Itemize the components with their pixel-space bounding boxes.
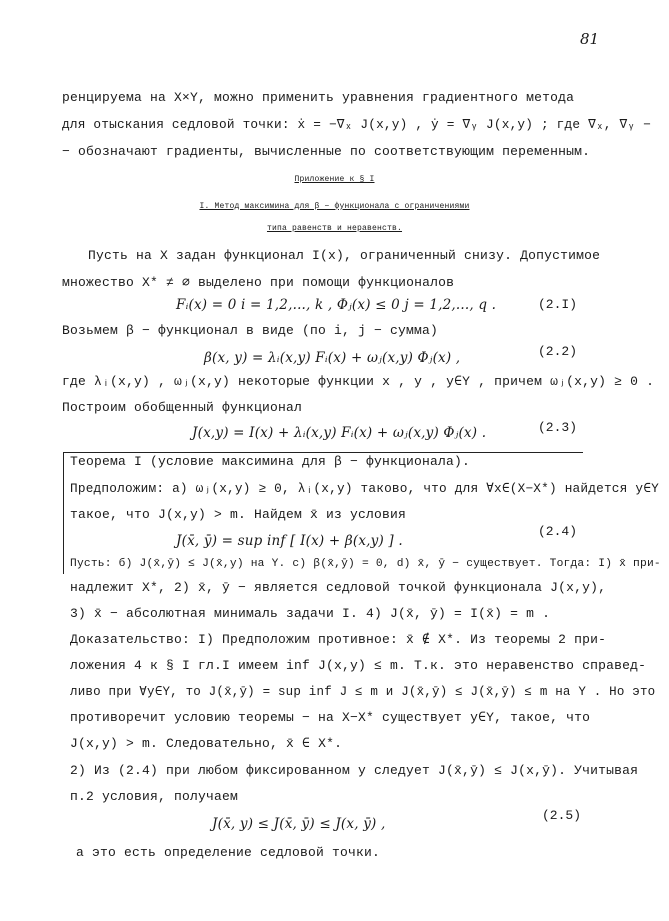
text-line: Возьмем β − функционал в виде (по i, j − сумма): [62, 323, 439, 338]
text-line: а это есть определение седловой точки.: [76, 845, 381, 860]
text-line: для отыскания седловой точки: ẋ = −∇ₓ J(x,y) , ẏ = ∇ᵧ J(x,y) ; где ∇ₓ, ∇ᵧ −: [62, 117, 651, 132]
text-line: 2) Из (2.4) при любом фиксированном y следует J(x̄,ȳ) ≤ J(x,ȳ). Учитывая: [70, 763, 639, 778]
equation: J(x̄, ȳ) = sup inf [ I(x) + β(x,y) ] .: [176, 533, 403, 549]
text-line: ложения 4 к § I гл.I имеем inf J(x,y) ≤ m. Т.к. это неравенство справед-: [70, 658, 647, 673]
text-line: J(x,y) > m. Следовательно, x̄ ∈ X*.: [70, 736, 343, 751]
text-line: Предположим: а) ωⱼ(x,y) ≥ 0, λᵢ(x,y) таково, что для ∀x∈(X−X*) найдется y∈Y: [70, 481, 659, 496]
text-line: такое, что J(x,y) > m. Найдем x̄ из условия: [70, 507, 407, 522]
text-line: ливо при ∀y∈Y, то J(x̄,ȳ) = sup inf J ≤ m и J(x̄,ȳ) ≤ J(x̄,ȳ) ≤ m на Y . Но это: [70, 685, 656, 699]
equation: Fᵢ(x) = 0 i = 1,2,..., k , Φⱼ(x) ≤ 0 j = 1,2,..., q .: [176, 297, 497, 313]
equation: J(x̄, y) ≤ J(x̄, ȳ) ≤ J(x, ȳ) ,: [212, 816, 386, 832]
text-line: ренцируема на X×Y, можно применить уравнения градиентного метода: [62, 90, 575, 105]
section-heading: I. Метод максимина для β − функционала с ограничениями: [199, 202, 470, 211]
text-line: противоречит условию теоремы − на X−X* существует y∈Y, такое, что: [70, 710, 591, 725]
theorem-box-left-rule: [63, 452, 64, 574]
equation: J(x,y) = I(x) + λᵢ(x,y) Fᵢ(x) + ωⱼ(x,y) Φⱼ(x) .: [192, 425, 487, 441]
text-line: Построим обобщенный функционал: [62, 400, 303, 415]
equation-number: (2.3): [538, 420, 578, 435]
text-line: Доказательство: I) Предположим противное: x̄ ∉ X*. Из теоремы 2 при-: [70, 632, 607, 647]
equation-number: (2.5): [542, 808, 582, 823]
page-number: 81: [580, 30, 600, 48]
appendix-heading: Приложение к § I: [294, 175, 375, 184]
text-line: − обозначают градиенты, вычисленные по соответствующим переменным.: [62, 144, 591, 159]
equation-number: (2.4): [538, 524, 578, 539]
text-line: 3) x̄ − абсолютная минималь задачи I. 4) J(x̄, ȳ) = I(x̄) = m .: [70, 606, 551, 621]
text-line: надлежит X*, 2) x̄, ȳ − является седловой точкой функционала J(x,y),: [70, 580, 607, 595]
text-line: множество X* ≠ ∅ выделено при помощи функционалов: [62, 275, 455, 290]
text-line: Пусть на X задан функционал I(x), ограниченный снизу. Допустимое: [88, 248, 601, 263]
section-heading-cont: типа равенств и неравенств.: [266, 224, 403, 233]
text-line: п.2 условия, получаем: [70, 789, 239, 804]
equation-number: (2.I): [538, 297, 578, 312]
equation-number: (2.2): [538, 344, 578, 359]
text-line: где λᵢ(x,y) , ωⱼ(x,y) некоторые функции x , y , y∈Y , причем ωⱼ(x,y) ≥ 0 .: [62, 374, 655, 389]
theorem-box-top-rule: [63, 452, 583, 453]
theorem-title: Теорема I (условие максимина для β − функционала).: [70, 454, 471, 469]
text-line: Пусть: б) J(x̄,ȳ) ≤ J(x̄,y) на Y. с) β(x̄,ȳ) = 0, d) x̄, ȳ − существует. Тогда: I) x̄ при-: [70, 558, 661, 570]
equation: β(x, y) = λᵢ(x,y) Fᵢ(x) + ωⱼ(x,y) Φⱼ(x) ,: [204, 350, 461, 366]
